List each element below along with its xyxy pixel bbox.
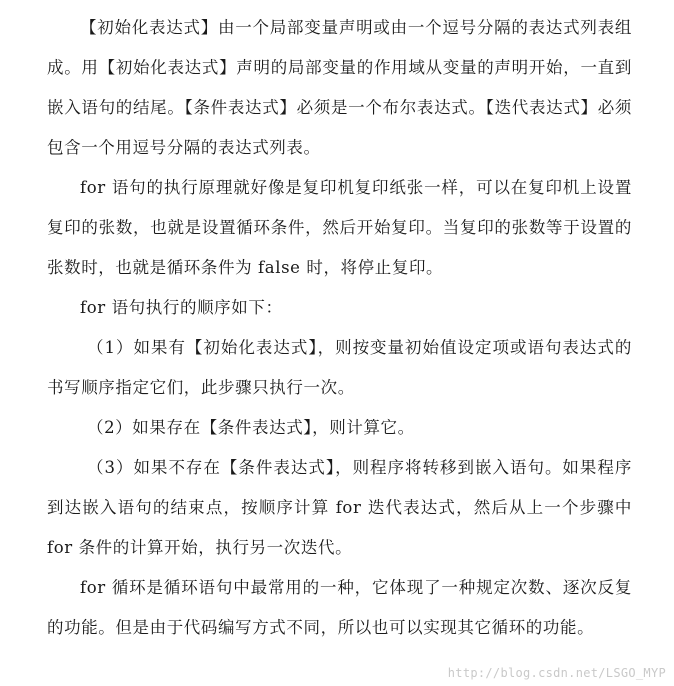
- document-body: [47, 8, 632, 648]
- paragraph-step-2: （2）如果存在【条件表达式】，则计算它。: [87, 418, 415, 437]
- watermark-url: http://blog.csdn.net/LSGO_MYP: [447, 666, 666, 680]
- paragraph-initializer: 【初始化表达式】由一个局部变量声明或由一个逗号分隔的表达式列表组成。用【初始化表达式】声明的局部变量的作用域从变量的声明开始，一直到嵌入语句的结尾。【条件表达式】必须是一个布尔表达式。【迭代表达式】必须包含一个用逗号分隔的表达式列表。: [47, 18, 632, 157]
- paragraph-summary: for 循环是循环语句中最常用的一种，它体现了一种规定次数、逐次反复的功能。但是由于代码编写方式不同，所以也可以实现其它循环的功能。: [47, 578, 632, 637]
- paragraph-step-1: （1）如果有【初始化表达式】，则按变量初始值设定项或语句表达式的书写顺序指定它们，此步骤只执行一次。: [47, 338, 632, 397]
- paragraph-principle: for 语句的执行原理就好像是复印机复印纸张一样，可以在复印机上设置复印的张数，也就是设置循环条件，然后开始复印。当复印的张数等于设置的张数时，也就是循环条件为 false 时，将停止复印。: [47, 178, 632, 277]
- paragraph-step-3: （3）如果不存在【条件表达式】，则程序将转移到嵌入语句。如果程序到达嵌入语句的结束点，按顺序计算 for 迭代表达式，然后从上一个步骤中 for 条件的计算开始，执行另一次迭代。: [47, 458, 632, 557]
- paragraph-order-heading: for 语句执行的顺序如下：: [80, 298, 283, 317]
